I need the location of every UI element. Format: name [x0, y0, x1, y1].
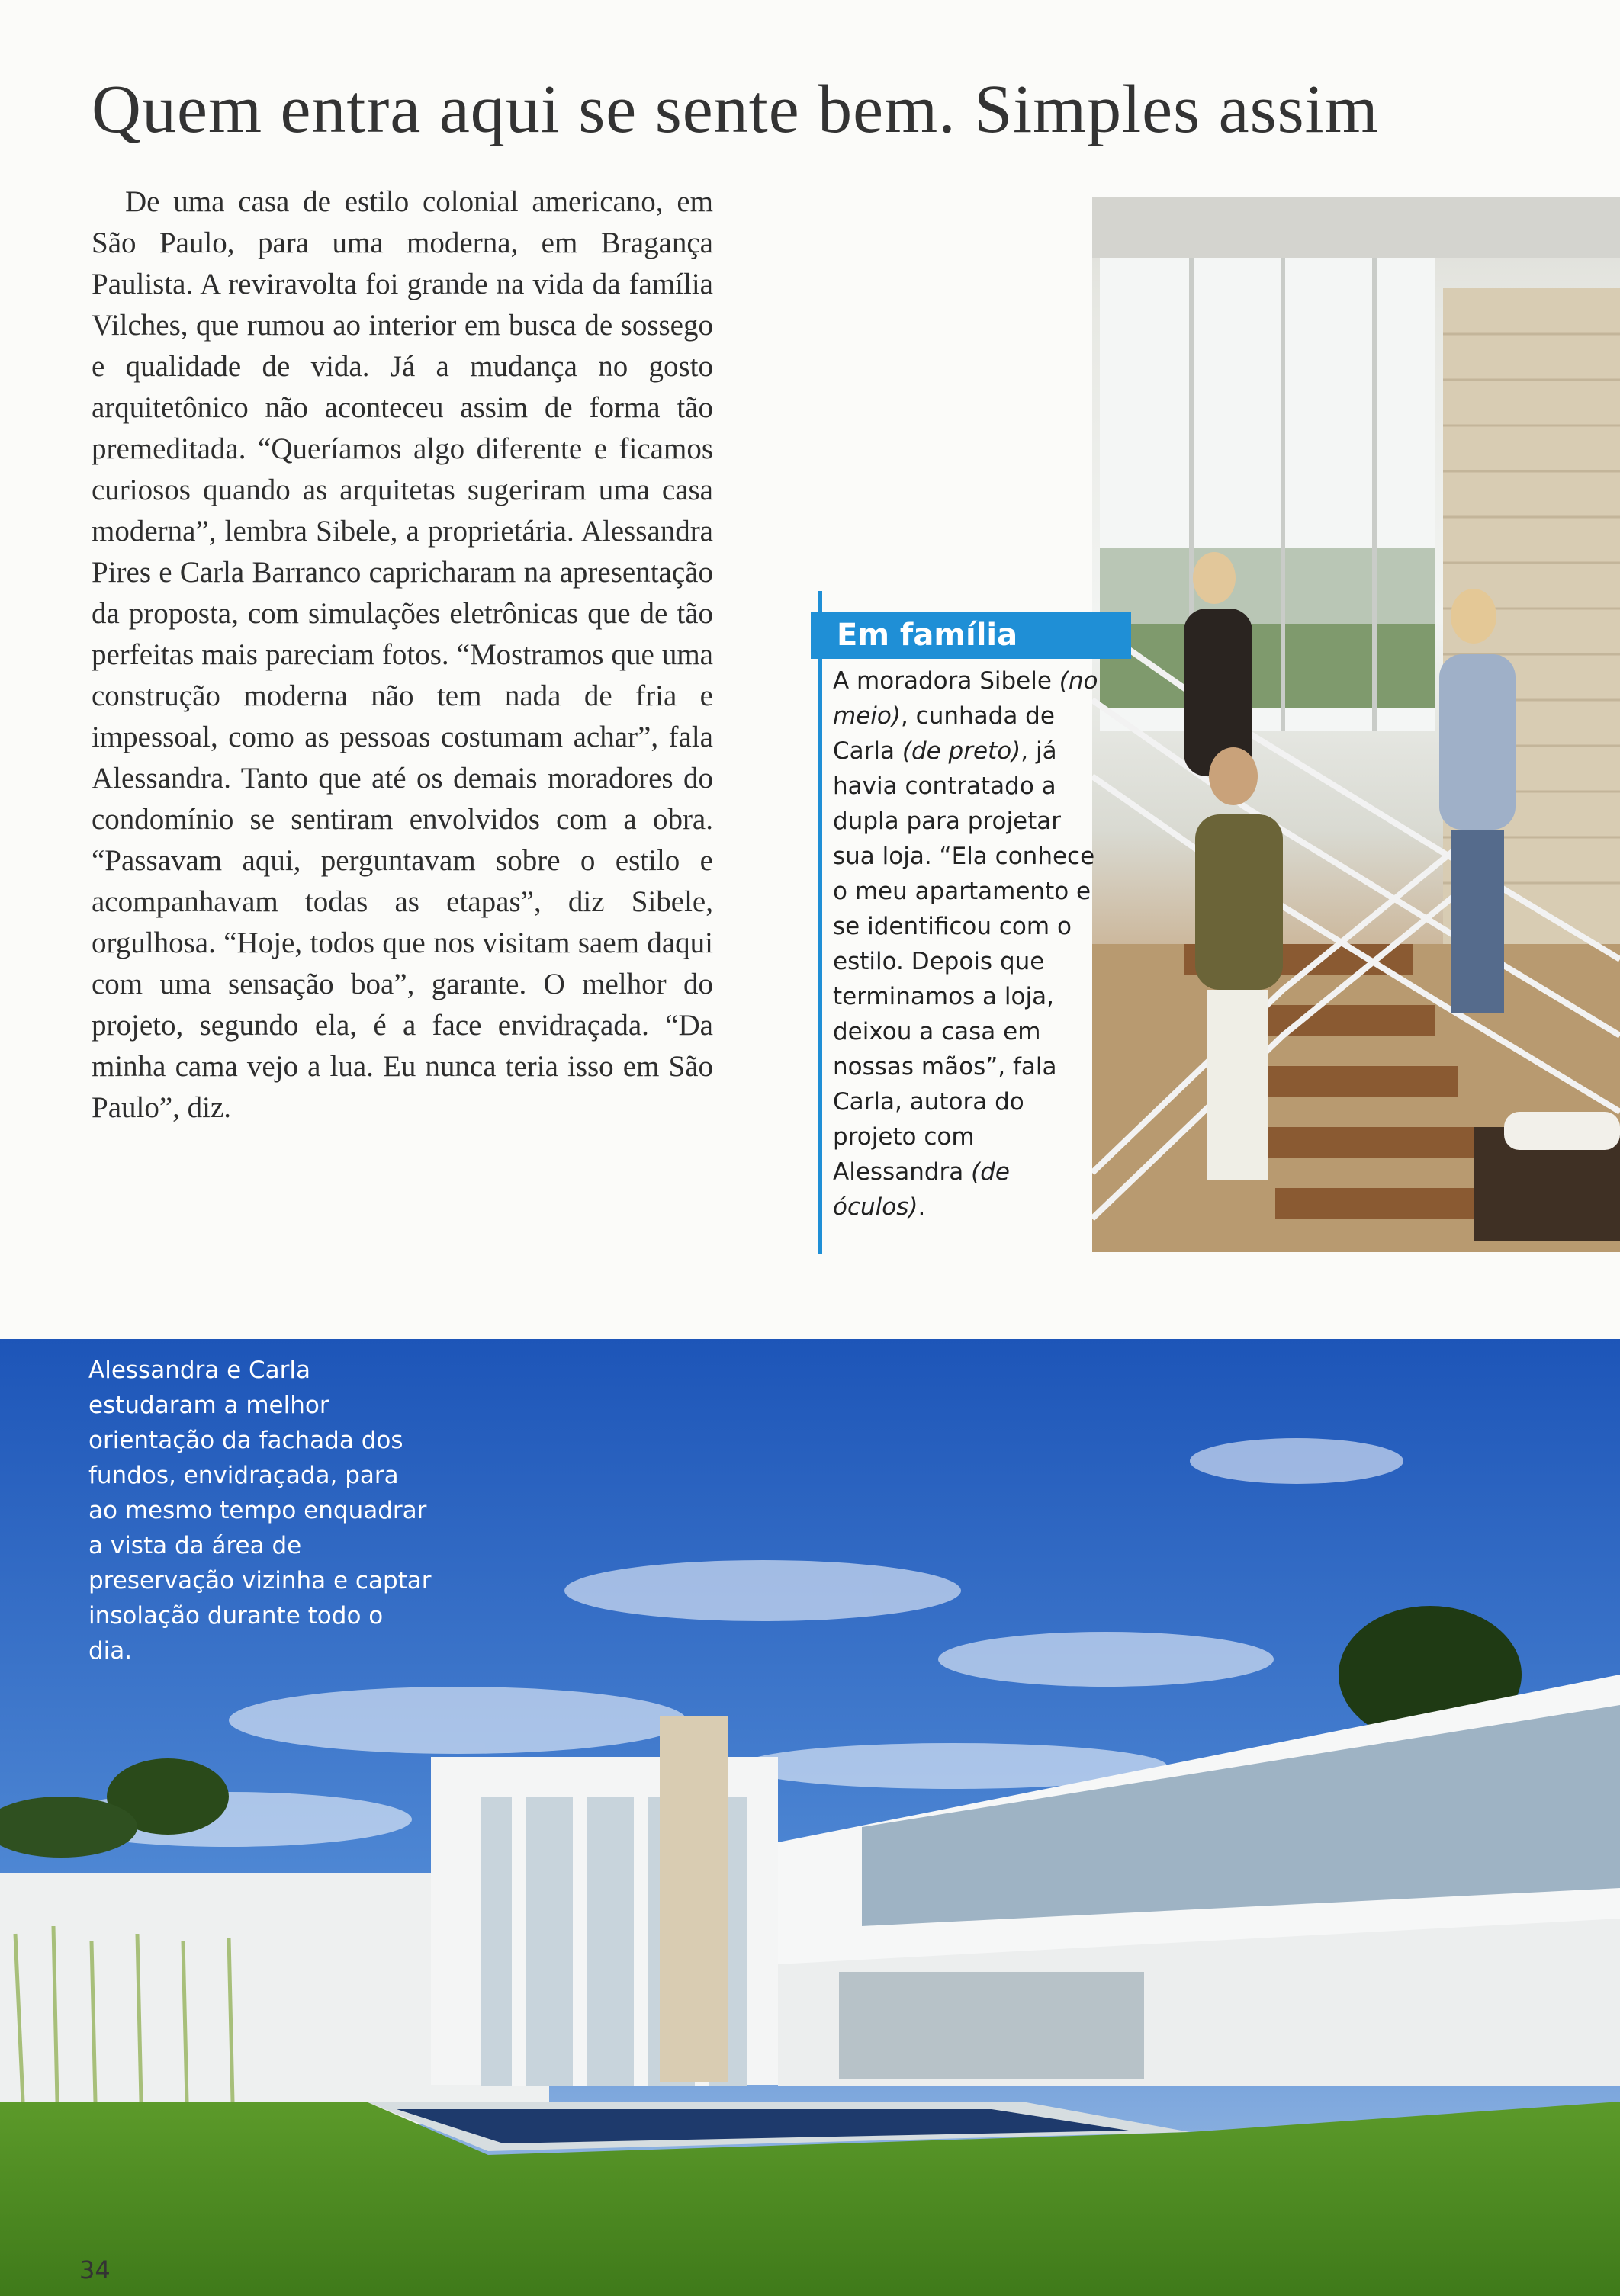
sidebar-text-4: (de preto) [902, 737, 1021, 765]
sidebar-text-5: , já havia contratado a dupla para projetar sua loja. “Ela conhece o meu apartamento e se identificou com o estilo. Depois que terminamos a loja, deixou a casa em nossas mãos”, fala Carla, autora do projeto com Alessandra [833, 737, 1095, 1186]
page-number: 34 [79, 2256, 111, 2285]
sidebar-text-2: (no meio) [833, 667, 1098, 730]
stairs-photo [1092, 197, 1620, 1252]
sidebar-text-6: (de óculos) [833, 1158, 1010, 1221]
sidebar-title: Em família [811, 612, 1131, 659]
sidebar-text-1: A moradora Sibele [833, 667, 1059, 695]
article-body [92, 181, 713, 1129]
sidebar-text [833, 663, 1100, 1225]
article-paragraph: De uma casa de estilo colonial americano, em São Paulo, para uma moderna, em Bragança Paulista. A reviravolta foi grande na vida da família Vilches, que rumou ao interior em busca de sossego e qualidade de vida. Já a mudança no gosto arquitetônico não aconteceu assim de forma tão premeditada. “Queríamos algo diferente e ficamos curiosos quando as arquitetas sugeriram uma casa moderna”, lembra Sibele, a proprietária. Alessandra Pires e Carla Barranco capricharam na apresentação da proposta, com simulações eletrônicas que de tão perfeitas mais pareciam fotos. “Mostramos que uma construção moderna não tem nada de fria e impessoal, como as pessoas costumam achar”, fala Alessandra. Tanto que até os demais moradores do condomínio se sentiram envolvidos com a obra. “Passavam aqui, perguntavam sobre o estilo e acompanhavam todas as etapas”, diz Sibele, orgulhosa. “Hoje, todos que nos visitam saem daqui com uma sensação boa”, garante. O melhor do projeto, segundo ela, é a face envidraçada. “Da minha cama vejo a lua. Eu nunca teria isso em São Paulo”, diz. [92, 185, 713, 1124]
sidebar-text-3: , cunhada de Carla [833, 702, 1055, 765]
house-caption: Alessandra e Carla estudaram a melhor orientação da fachada dos fundos, envidraçada, para ao mesmo tempo enquadrar a vista da área de preservação vizinha e captar insolação durante todo o dia. [88, 1357, 432, 1665]
headline: Quem entra aqui se sente bem. Simples assim [92, 72, 1379, 147]
sidebar-text-7: . [918, 1193, 926, 1221]
